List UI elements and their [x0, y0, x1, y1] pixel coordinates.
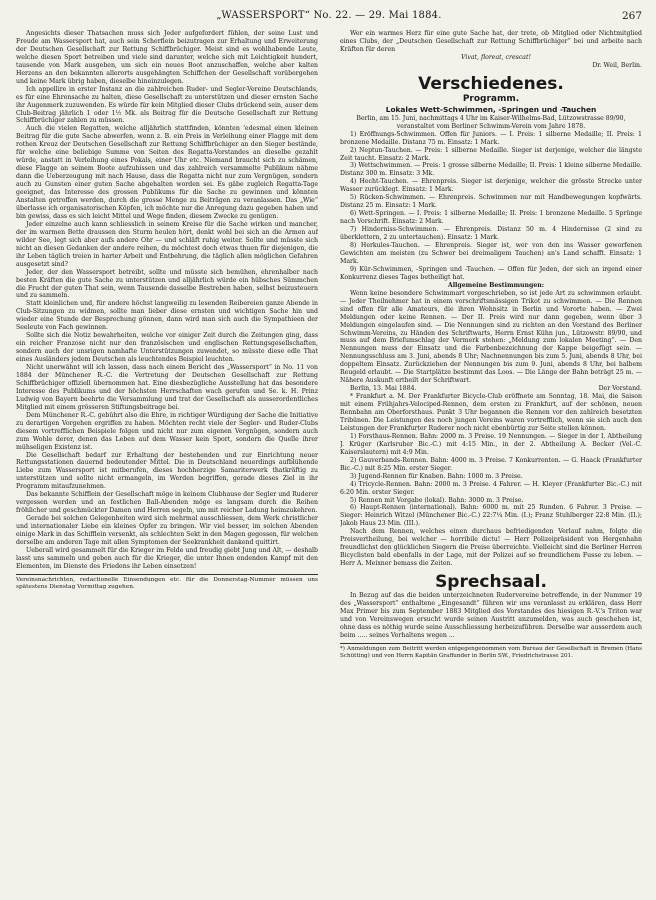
section-title-verschiedenes: Verschiedenes.: [418, 73, 564, 94]
left-paragraph-6: Statt kleinlichen und, für andere höchst langweilig zu lesenden Reibereien ganze Abende in Club-Sitzungen zu widmen, sollte man lieber diese ernsten und wichtigen Sache hin und wieder eine Stunde der Besprechung gönnen, dann wird man sich auch die Sympathieen der Seeleute von Fach gewinnen.: [16, 300, 318, 332]
section-title-sprechsaal: Sprechsaal.: [435, 572, 547, 593]
program-item-4: 4) Hecht-Tauchen. — Ehrenpreis. Sieger ist derjenige, welcher die grösste Strecke unter Wasser zurücklegt. Einsatz: 1 Mark.: [340, 178, 642, 194]
rules-heading: Allgemeine Bestimmungen:: [447, 281, 545, 289]
race-1: 1) Forsthaus-Rennen. Bahn: 2000 m. 3 Preise. 19 Nennungen. — Sieger in der I. Abtheilung J. Krüger (Karlsruher Bic.-C.) mit 4:15 Min., in der 2. Abtheilung A. Becker (Vel.-C. Kaiserslautern) mit 4:9 Min.: [340, 432, 642, 456]
event-intro: Berlin, am 15. Juni, nachmittags 4 Uhr im Kaiser-Wilhelms-Bad, Lützowstrasse 89/90, veranstaltet vom Berliner Schwimm-Verein vom Jahre 1878.: [356, 114, 626, 130]
program-item-7: 7) Hinderniss-Schwimmen. — Ehrenpreis. Distanz 50 m. 4 Hindernisse (2 sind zu überklettern, 2 zu untertauchen). Einsatz: 1 Mark.: [340, 226, 642, 242]
appeal-signature: Dr. Weil, Berlin.: [592, 61, 642, 69]
left-paragraph-10: Die Gesellschaft bedarf zur Erhaltung der bestehenden und zur Einrichtung neuer Rettungsstationen dauernd bedeutender Mittel. Die in Deutschland neuerdings aufblühende Liebe zum Wassersport ist mitberufen, dieses hochherzige Samariterwerk thatkräftig zu unterstützen und sollte nicht ermangeln, im Werden begriffen, gerade dieses Ziel in ihr Programm mitaufzunehmen.: [16, 451, 318, 491]
left-paragraph-12: Gerade bei solchen Gelegenheiten wird sich mehrmal ausschliessen, dem Werk christlicher und internationaler Liebe ein kleines Opfer zu bringen. Wir viel besser, im solchen Abenden einige Mark in das Schifflein versenkt, als schlechten Sekt in den Magen gegossen, für welchen derselbe am anderen Tage mit allen Symptomen der Seekrankheit dankend quittirt.: [16, 515, 318, 546]
program-item-8: 8) Herkules-Tauchen. — Ehrenpreis. Sieger ist, wer von den ins Wasser geworfenen Gewichten am meisten (zu Schwer bei dreimaligem Tauchen) an's Land schafft. Einsatz: 1 Mark.: [340, 242, 642, 265]
programm-heading: Programm.: [462, 93, 520, 104]
left-paragraph-13: Ueberall wird gesammelt für die Krieger im Felde und freudig giebt Jung und Alt, — deshalb lasst uns sammeln und geben auch für die Krieger, die unter Ihnen endenden Kampf mit den Elementen, im Dienste des Friedens ihr Leben einsetzen!: [16, 546, 318, 570]
running-title: „WASSERSPORT“ No. 22. — 29. Mai 1884.: [216, 10, 442, 21]
races-summary: Nach dem Rennen, welches einen durchaus befriedigenden Verlauf nahm, folgte die Preisvertheilung, bei welcher — horribile dictu! — Herr Polizeipräsident von Hergenhahn freundlichst den glücklichen Siegern die Preise überreichte. Vielleicht sind die Berliner Herren Bicyclisten bald ebenfalls in der Lage, mit der Polizei auf so freundlichem Fusse zu leben. — Herr A. Meixner bemass die Zeiten.: [340, 528, 642, 568]
left-paragraph-11: Das bekannte Schifflein der Gesellschaft möge in keinem Clubhause der Segler und Ruderer vergessen werden und an festlichen Ball-Abenden möge es langsam durch die Reihen fröhlicher und geschmückter Damen und Herren segeln, um mit reicher Ladung heimzukehren.: [16, 491, 318, 515]
left-paragraph-4: Jeder einzelne auch kann schliesslich in seinem Kreise für die Sache wirken und mancher, der im warmen Bette draussen den Sturm heulen hört, denkt wohl bei sich an die Armen auf wilder See, legt sich aber aufs andere Ohr — und schläft ruhig weiter. Sollte und müsste sich nicht an diesen Gedanken der andere reihen, du möchtest doch etwas thuen für diejenigen, die ihr Leben täglich treien in harter Arbeit und Entbehrung, die täglich allen möglichen Gefahren ausgesetzt sind?: [16, 220, 318, 268]
left-paragraph-5: Jeder, der den Wassersport betreibt, sollte und müsste sich bemühen, ehrenhalber nach besten Kräften die gute Sache zu unterstützen und alljährlich würde ein hübsches Sümmchen die Frucht der guten That sein, wenn Tausende dasselbe Bestreben haben, selbst beizusteuern und zu sammeln.: [16, 268, 318, 300]
program-item-9: 9) Kür-Schwimmen, -Springen und -Tauchen. — Offen für Jeden, der sich an irgend einer Konkurrenz dieses Tages betheiligt hat.: [340, 265, 642, 281]
race-6: 6) Haupt-Rennen (international). Bahn: 6000 m. mit 25 Runden. 6 Fahrer. 3 Preise. — Sieger: Heinrich Witzel (Münchener Bic.-C.) 22:7¼ Min. (I.); Franz Stuhlberger 22:8 Min. (II.); Jakob Haus 23 Min. (III.).: [340, 504, 642, 528]
rules-signature: Der Vorstand.: [598, 385, 642, 393]
program-item-1: 1) Eröffnungs-Schwimmen. Offen für Juniors. — I. Preis: 1 silberne Medaille; II. Preis: 1 bronzene Medaille. Distanz 75 m. Einsatz: 1 Mark.: [340, 130, 642, 146]
left-paragraph-7: Sollte sich die Notiz bewahrheiten, welche vor einiger Zeit durch die Zeitungen ging, dass ein reicher Franzose nicht nur den französischen und englischen Rettungsgesellschaften, sondern auch der unsrigen namhafte Unterstützungen zuwendet, so müsste diese edle That eines Ausländers jedem Deutschen als leuchtendes Beispiel leuchten.: [16, 332, 318, 364]
page-number: 267: [621, 10, 642, 22]
race-5: 5) Rennen mit Vorgabe (lokal). Bahn: 3000 m. 3 Preise.: [350, 496, 524, 504]
program-item-3: 3) Wettschwimmen. — Preis: 1 grosse silberne Medaille; II. Preis: 1 kleine silberne Medaille. Distanz 300 m. Einsatz: 3 Mk.: [340, 162, 642, 178]
event-heading: Lokales Wett-Schwimmen, -Springen und -Tauchen: [385, 104, 597, 114]
rules-place-date: Berlin, 13. Mai 1884.: [350, 385, 417, 393]
race-2: 2) Gauverbands-Rennen. Bahn: 4000 m. 3 Preise. 7 Konkurrenten. — G. Haack (Frankfurter Bic.-C.) mit 8:25 Min. erster Sieger.: [340, 456, 642, 472]
left-paragraph-3: Auch die vielen Regatten, welche alljährlich stattfinden, könnten 'edesmal einen kleinen Beitrag für die gute Sache abwerfen, wenn z. B. ein Preis in Verleihung einer Flagge mit dem rothen Kreuz der Deutschen Gesellschaft zur Rettung Schiffbrüchiger an den Sieger bestände, für welche eine beliebige Summe von Seiten des Regatta-Vorstandes an dieselbe gezahlt würde, anstatt in Verleihung eines Pokals, einer Uhr etc. Niemand braucht sich zu schämen, diese Flagge an seinem Boote aufzuhissen und das zahlreich versammelte Publikum nähme dann die Ueberzeugung mit nach Hause, dass die Regatta nicht nur zum Vergnügen, sondern auch zu Gunsten einer guten Sache abgehalten worden sei. Es gäbe zugleich Regatta-Tage geeignet, das Interesse des grossen Publikums für die Sache zu gewinnen und könnten Anstalten getroffen werden, durch die grosse Menge zu Beiträgen zu veranlassen. Das „Wie“ überlasse ich organisatorischen Köpfen, ich möchte nur die Anregung dazu gegeben haben und bin gewiss, dass es sich leicht Mittel und Wege finden, diesem Zwecke zu genügen.: [16, 125, 318, 220]
rules-footer: [340, 385, 642, 393]
program-item-5: 5) Rücken-Schwimmen. — Ehrenpreis. Schwimmen nur mit Handbewegungen kopfwärts. Distanz 25 m. Einsatz: 1 Mark.: [340, 194, 642, 210]
two-columns: [16, 30, 642, 659]
program-item-6: 6) Wett-Springen. — I. Preis: 1 silberne Medaille; II. Preis: 1 bronzene Medaille. 5 Sprünge nach Vorschrift. Einsatz: 2 Mark.: [340, 210, 642, 226]
left-paragraph-2: Ich appellire in erster Instanz an die zahlreichen Ruder- und Segler-Vereine Deutschlands, es für eine Ehrensache zu halten, diese Gesellschaft zu unterstützen und dieser ernsten Sache ihr Augenmerk zuzuwenden. Es würde für kein Mitglied dieser Clubs drückend sein, auser dem Club-Beitrag jährlich 1 oder 1½ Mk. als Beitrag für die Deutsche Gesellschaft zur Rettung Schiffbrüchiger zahlen zu müssen.: [16, 85, 318, 125]
left-paragraph-1: Angesichts dieser Thatsachen muss sich Jeder aufgefordert fühlen, der seine Lust und Freude am Wassersport hat, auch sein Scherflein beizutragen zur Erhaltung und Erweiterung der Deutschen Gesellschaft zur Rettung Schiffbrüchiger. Meist sind es wohlhabende Leute, welche diesen Sport betreiben und viele sind darunter, welche sich mit Leichtigkeit hundert, tausende von Mark ausgeben, um sich ein neues Boot anzuschaffen, welche aber kalten Herzens an den bekannten allerorts ausgehängten Schiffchen der Gesellschaft vorübergehen und keine Mark übrig haben, dieselbe hineinzulegen.: [16, 30, 318, 85]
right-column: [340, 30, 642, 659]
rules-text: Wenn keine besondere Schwimmart vorgeschrieben, so ist jede Art zu schwimmen erlaubt. — Jeder Theilnehmer hat in einem vorschriftsmässigen Trikot zu schwimmen. — Die Rennen sind offen für alle Amateurs, die ihren Wohnsitz in Berlin und Vororte haben. — Zwei Meldungen oder keine Rennen. — Der II. Preis wird nur dann gegeben, wenn über 3 Meldungen eingelaufen sind. — Die Nennungen sind zu richten an den Vorstand des Berliner Schwimm-Vereins, zu Händen des Schriftwarts, Herrn Ernst Kühn jun., Lützowstr. 89/90, und muss auf dem Briefumschlag der Vermerk stehen: „Meldung zum lokalen Meeting“. — Den Nennungen muss der Einsatz und die Farbenbezeichnung der Kappe beigefügt sein. — Nennungsschluss am 3. Juni, abends 8 Uhr; Nachnennungen bis zum 5. Juni, abends 8 Uhr, bei doppeltem Einsatz. Zurückziehen der Nennungen bis zum 9. Juni, abends 8 Uhr, bei halbem Reugeld erlaubt. — Die Startplätze bestimmt das Loos. — Die Länge der Bahn beträgt 25 m. — Nähere Auskunft ertheilt der Schriftwart.: [340, 289, 642, 385]
left-paragraph-9: Dem Münchener R.-C. gebührt also die Ehre, in richtiger Würdigung der Sache die Initiative zu derartigen Vorgehen ergriffen zu haben. Möchten recht viele der Segler- und Ruder-Clubs diesem vortrefflichen Beispiele folgen und nicht nur zum eigenen Vergnügen, sondern auch zum Wohle derer, denen das Leben auf dem Wasser kein Sport, sondern die Quelle ihrer mühseligen Existenz ist.: [16, 411, 318, 451]
left-column: [16, 30, 318, 659]
race-3: 3) Jugend-Rennen für Knaben. Bahn: 1000 m. 3 Preise.: [350, 472, 523, 480]
appeal-intro: Wer ein warmes Herz für eine gute Sache hat, der trete, ob Mitglied oder Nichtmitglied eines Clubs, der „Deutschen Gesellschaft zur Rettung Schiffbrüchiger“ bei und arbeite nach Kräften für deren: [340, 30, 642, 53]
frankfurt-report: * Frankfurt a. M. Der Frankfurter Bicycle-Club eröffnete am Sonntag, 18. Mai, die Saison mit einem Frühjahrs-Velociped-Rennen, dem ersten zu Frankfurt, auf der schönen, neuen Rennbahn am Oberforsthaus. Punkt 3 Uhr begannen die Rennen vor den zahlreich besetzten Tribünen. Die Leistungen des noch jungen Vereins waren vortrefflich, wenn sie sich auch den Leistungen der Frankfurter Ruderer noch nicht ebenbürtig zur Seite stellen können.: [340, 393, 642, 432]
program-item-2: 2) Neptun-Tauchen. — Preis: 1 silberne Medaille. Sieger ist derjenige, welcher die längste Zeit taucht. Einsatz: 2 Mark.: [340, 146, 642, 162]
page-header: [16, 10, 642, 26]
footnote: *) Anmeldungen zum Beitritt werden entgegengenommen vom Bureau der Gesellschaft in Bremen (Hans Schütting) und von Herrn Kapitän Graffunder in Berlin SW., Friedrichstrasse 201.: [340, 643, 642, 660]
editorial-notice: Vereinsnachrichten, redactionelle Einsendungen etc. für die Donnerstag-Nummer müssen uns spätestens Dienstag Vormittag zugehen.: [16, 574, 318, 591]
left-paragraph-8: Nicht unerwähnt will ich lassen, dass nach einem Bericht des „Wassersport“ in No. 11 von 1884 der Münchener R.-C. die Vertretung der Deutschen Gesellschaft zur Rettung Schiffbrüchiger offiziell übernommen hat. Eine diesbezügliche Ausstellung hat das besondere Interesse des Publikums und der höchsten Herrschaften wach gerufen und Se. k. H. Prinz Ludwig von Bayern beehrte die Versammlung und trat der Gesellschaft als ausserordentliches Mitglied mit einem grösseren Stiftungsbeitrage bei.: [16, 364, 318, 411]
sprechsaal-text: In Bezug auf das die beiden unterzeichneten Rudervereine betreffende, in der Nummer 19 des „Wassersport“ enthaltene „Eingesandt“ führen wir uns veranlasst zu erklären, dass Herr Max Primer bis zum September 1883 Mitglied des Vorstandes des hiesigen R.-V.'s Triton war und von Vereinswegen ersucht wurde seinen Austritt anzumelden, was auch geschehen ist, ohne dass es nöthig wurde seine Ausschliessung herbeizuführen. Derselbe war ausserdem auch beim ..... seines Verhaltens wegen ...: [340, 592, 642, 639]
appeal-motto: Vivat, floreat, crescat!: [461, 53, 531, 61]
race-4: 4) Tricycle-Rennen. Bahn: 2000 m. 3 Preise. 4 Fahrer. — H. Kleyer (Frankfurter Bic.-C.) mit 6:20 Min. erster Sieger.: [340, 480, 642, 496]
